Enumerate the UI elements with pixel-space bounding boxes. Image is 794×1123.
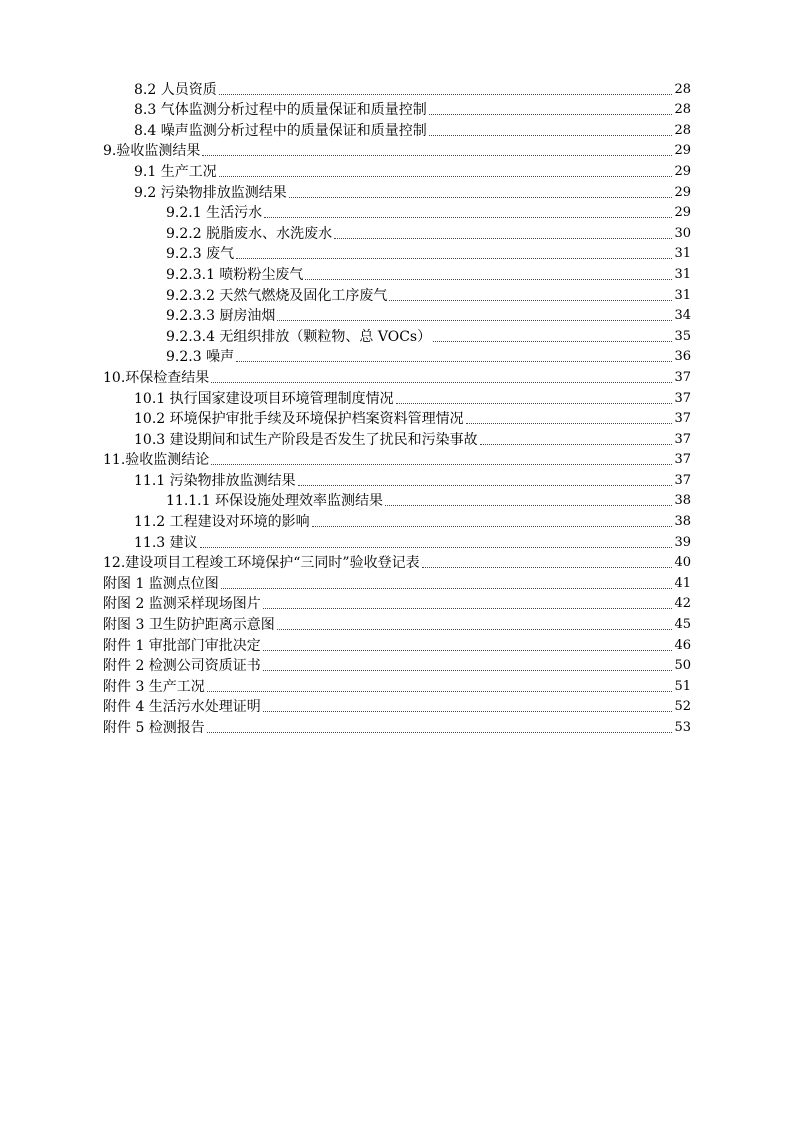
toc-entry-page-number: 30 (674, 225, 691, 241)
toc-entry-title: 附件 3 生产工况 (103, 678, 205, 695)
toc-entry[interactable] (103, 573, 691, 594)
toc-dot-leader (264, 216, 672, 218)
toc-entry-title: 9.2.1 生活污水 (166, 205, 263, 222)
toc-entry[interactable] (103, 100, 691, 121)
toc-entry[interactable] (103, 511, 691, 532)
toc-entry[interactable] (103, 429, 691, 450)
toc-entry-title: 附图 2 监测采样现场图片 (103, 596, 261, 613)
toc-dot-leader (334, 237, 672, 239)
toc-entry[interactable] (103, 120, 691, 141)
toc-dot-leader (219, 175, 673, 177)
toc-dot-leader (433, 340, 672, 342)
toc-dot-leader (385, 504, 672, 506)
toc-entry-title: 11.2 工程建设对环境的影响 (134, 514, 310, 531)
toc-entry[interactable] (103, 244, 691, 265)
toc-entry-page-number: 28 (674, 102, 691, 118)
toc-dot-leader (289, 196, 673, 198)
toc-entry-title: 8.4 噪声监测分析过程中的质量保证和质量控制 (134, 122, 427, 139)
toc-entry-page-number: 29 (674, 143, 691, 159)
toc-entry[interactable] (103, 450, 691, 471)
toc-entry[interactable] (103, 635, 691, 656)
toc-entry-page-number: 53 (674, 720, 691, 735)
toc-entry[interactable] (103, 326, 691, 347)
toc-entry[interactable] (103, 79, 691, 100)
toc-dot-leader (298, 484, 673, 486)
toc-entry[interactable] (103, 532, 691, 553)
toc-entry[interactable] (103, 409, 691, 430)
toc-entry-page-number: 35 (674, 328, 691, 344)
toc-entry[interactable] (103, 285, 691, 306)
toc-dot-leader (207, 731, 673, 733)
toc-entry-page-number: 31 (674, 287, 691, 303)
toc-entry-title: 9.2.3.3 厨房油烟 (166, 308, 276, 325)
toc-entry-title: 9.2.3.4 无组织排放（颗粒物、总 VOCs） (166, 328, 432, 345)
toc-entry-page-number: 29 (674, 163, 691, 179)
toc-dot-leader (305, 278, 672, 280)
toc-dot-leader (263, 607, 673, 609)
toc-entry[interactable] (103, 367, 691, 388)
toc-entry-page-number: 28 (674, 122, 691, 138)
toc-entry-title: 附图 1 监测点位图 (103, 575, 219, 592)
toc-entry-page-number: 37 (674, 431, 691, 447)
toc-entry-title: 10.1 执行国家建设项目环境管理制度情况 (134, 390, 394, 407)
toc-entry-title: 9.2.2 脱脂废水、水洗废水 (166, 225, 333, 242)
toc-entry-page-number: 40 (674, 555, 691, 571)
toc-entry-title: 11.1 污染物排放监测结果 (134, 472, 296, 489)
toc-entry-title: 附件 4 生活污水处理证明 (103, 699, 261, 716)
toc-entry[interactable] (103, 470, 691, 491)
toc-dot-leader (263, 710, 673, 712)
toc-entry-title: 附件 1 审批部门审批决定 (103, 637, 261, 654)
toc-dot-leader (396, 402, 673, 404)
toc-entry[interactable] (103, 264, 691, 285)
toc-entry[interactable] (103, 697, 691, 718)
table-of-contents (103, 79, 691, 738)
toc-entry-page-number: 46 (674, 637, 691, 653)
toc-entry-page-number: 50 (674, 658, 691, 674)
toc-dot-leader (277, 319, 672, 321)
toc-entry-page-number: 37 (674, 369, 691, 385)
toc-entry[interactable] (103, 676, 691, 697)
toc-entry-title: 10.环保检查结果 (103, 369, 210, 386)
toc-entry-page-number: 29 (674, 184, 691, 200)
toc-entry-title: 11.3 建议 (134, 534, 198, 551)
toc-entry-page-number: 42 (674, 596, 691, 612)
toc-entry-page-number: 34 (674, 308, 691, 324)
toc-entry-page-number: 36 (674, 349, 691, 365)
toc-entry-title: 8.2 人员资质 (134, 81, 217, 98)
toc-dot-leader (236, 257, 672, 259)
toc-dot-leader (422, 566, 673, 568)
toc-entry[interactable] (103, 203, 691, 224)
toc-dot-leader (389, 299, 672, 301)
toc-entry-title: 10.2 环境保护审批手续及环境保护档案资料管理情况 (134, 411, 464, 428)
toc-entry-title: 9.2.3.1 喷粉粉尘废气 (166, 266, 304, 283)
toc-entry-title: 11.验收监测结论 (103, 452, 210, 469)
toc-dot-leader (211, 381, 672, 383)
toc-entry-page-number: 41 (674, 575, 691, 591)
toc-dot-leader (480, 443, 673, 445)
toc-entry-page-number: 38 (674, 514, 691, 530)
toc-entry-title: 9.验收监测结果 (103, 143, 201, 160)
toc-entry[interactable] (103, 491, 691, 512)
toc-dot-leader (277, 628, 673, 630)
toc-entry-title: 8.3 气体监测分析过程中的质量保证和质量控制 (134, 102, 427, 119)
toc-entry-page-number: 31 (674, 266, 691, 282)
toc-entry-title: 9.2.3 噪声 (166, 349, 235, 366)
toc-dot-leader (466, 422, 673, 424)
toc-dot-leader (312, 525, 673, 527)
toc-entry-title: 11.1.1 环保设施处理效率监测结果 (166, 493, 383, 510)
toc-dot-leader (200, 546, 673, 548)
toc-entry-title: 附图 3 卫生防护距离示意图 (103, 617, 275, 634)
toc-dot-leader (202, 154, 672, 156)
toc-entry-page-number: 52 (674, 699, 691, 715)
toc-entry[interactable] (103, 388, 691, 409)
toc-entry-page-number: 31 (674, 246, 691, 262)
toc-entry[interactable] (103, 161, 691, 182)
toc-entry-page-number: 37 (674, 390, 691, 406)
toc-dot-leader (211, 463, 672, 465)
toc-entry[interactable] (103, 594, 691, 615)
toc-entry-title: 9.1 生产工况 (134, 163, 217, 180)
toc-dot-leader (219, 93, 673, 95)
toc-entry-page-number: 51 (674, 678, 691, 694)
toc-entry[interactable] (103, 553, 691, 574)
toc-dot-leader (263, 669, 673, 671)
toc-entry[interactable] (103, 347, 691, 368)
toc-entry-page-number: 28 (674, 81, 691, 97)
toc-entry-title: 附件 2 检测公司资质证书 (103, 658, 261, 675)
toc-entry-title: 9.2.3.2 天然气燃烧及固化工序废气 (166, 287, 388, 304)
toc-dot-leader (263, 649, 673, 651)
toc-entry-page-number: 37 (674, 411, 691, 427)
toc-entry[interactable] (103, 717, 691, 738)
toc-entry[interactable] (103, 223, 691, 244)
toc-entry[interactable] (103, 141, 691, 162)
toc-entry-title: 10.3 建设期间和试生产阶段是否发生了扰民和污染事故 (134, 431, 478, 448)
toc-entry-title: 9.2 污染物排放监测结果 (134, 184, 287, 201)
toc-entry[interactable] (103, 182, 691, 203)
toc-dot-leader (429, 134, 673, 136)
toc-dot-leader (207, 690, 673, 692)
toc-entry-page-number: 45 (674, 617, 691, 633)
toc-entry-title: 9.2.3 废气 (166, 246, 235, 263)
toc-entry-page-number: 39 (674, 534, 691, 550)
toc-entry-title: 12.建设项目工程竣工环境保护“三同时”验收登记表 (103, 555, 420, 572)
toc-dot-leader (236, 360, 672, 362)
toc-dot-leader (221, 587, 673, 589)
toc-entry-page-number: 37 (674, 452, 691, 468)
toc-entry[interactable] (103, 306, 691, 327)
toc-entry-page-number: 29 (674, 205, 691, 221)
toc-entry-page-number: 37 (674, 472, 691, 488)
toc-entry-page-number: 38 (674, 493, 691, 509)
toc-dot-leader (429, 113, 673, 115)
toc-entry[interactable] (103, 614, 691, 635)
toc-entry-title: 附件 5 检测报告 (103, 720, 205, 736)
toc-entry[interactable] (103, 656, 691, 677)
